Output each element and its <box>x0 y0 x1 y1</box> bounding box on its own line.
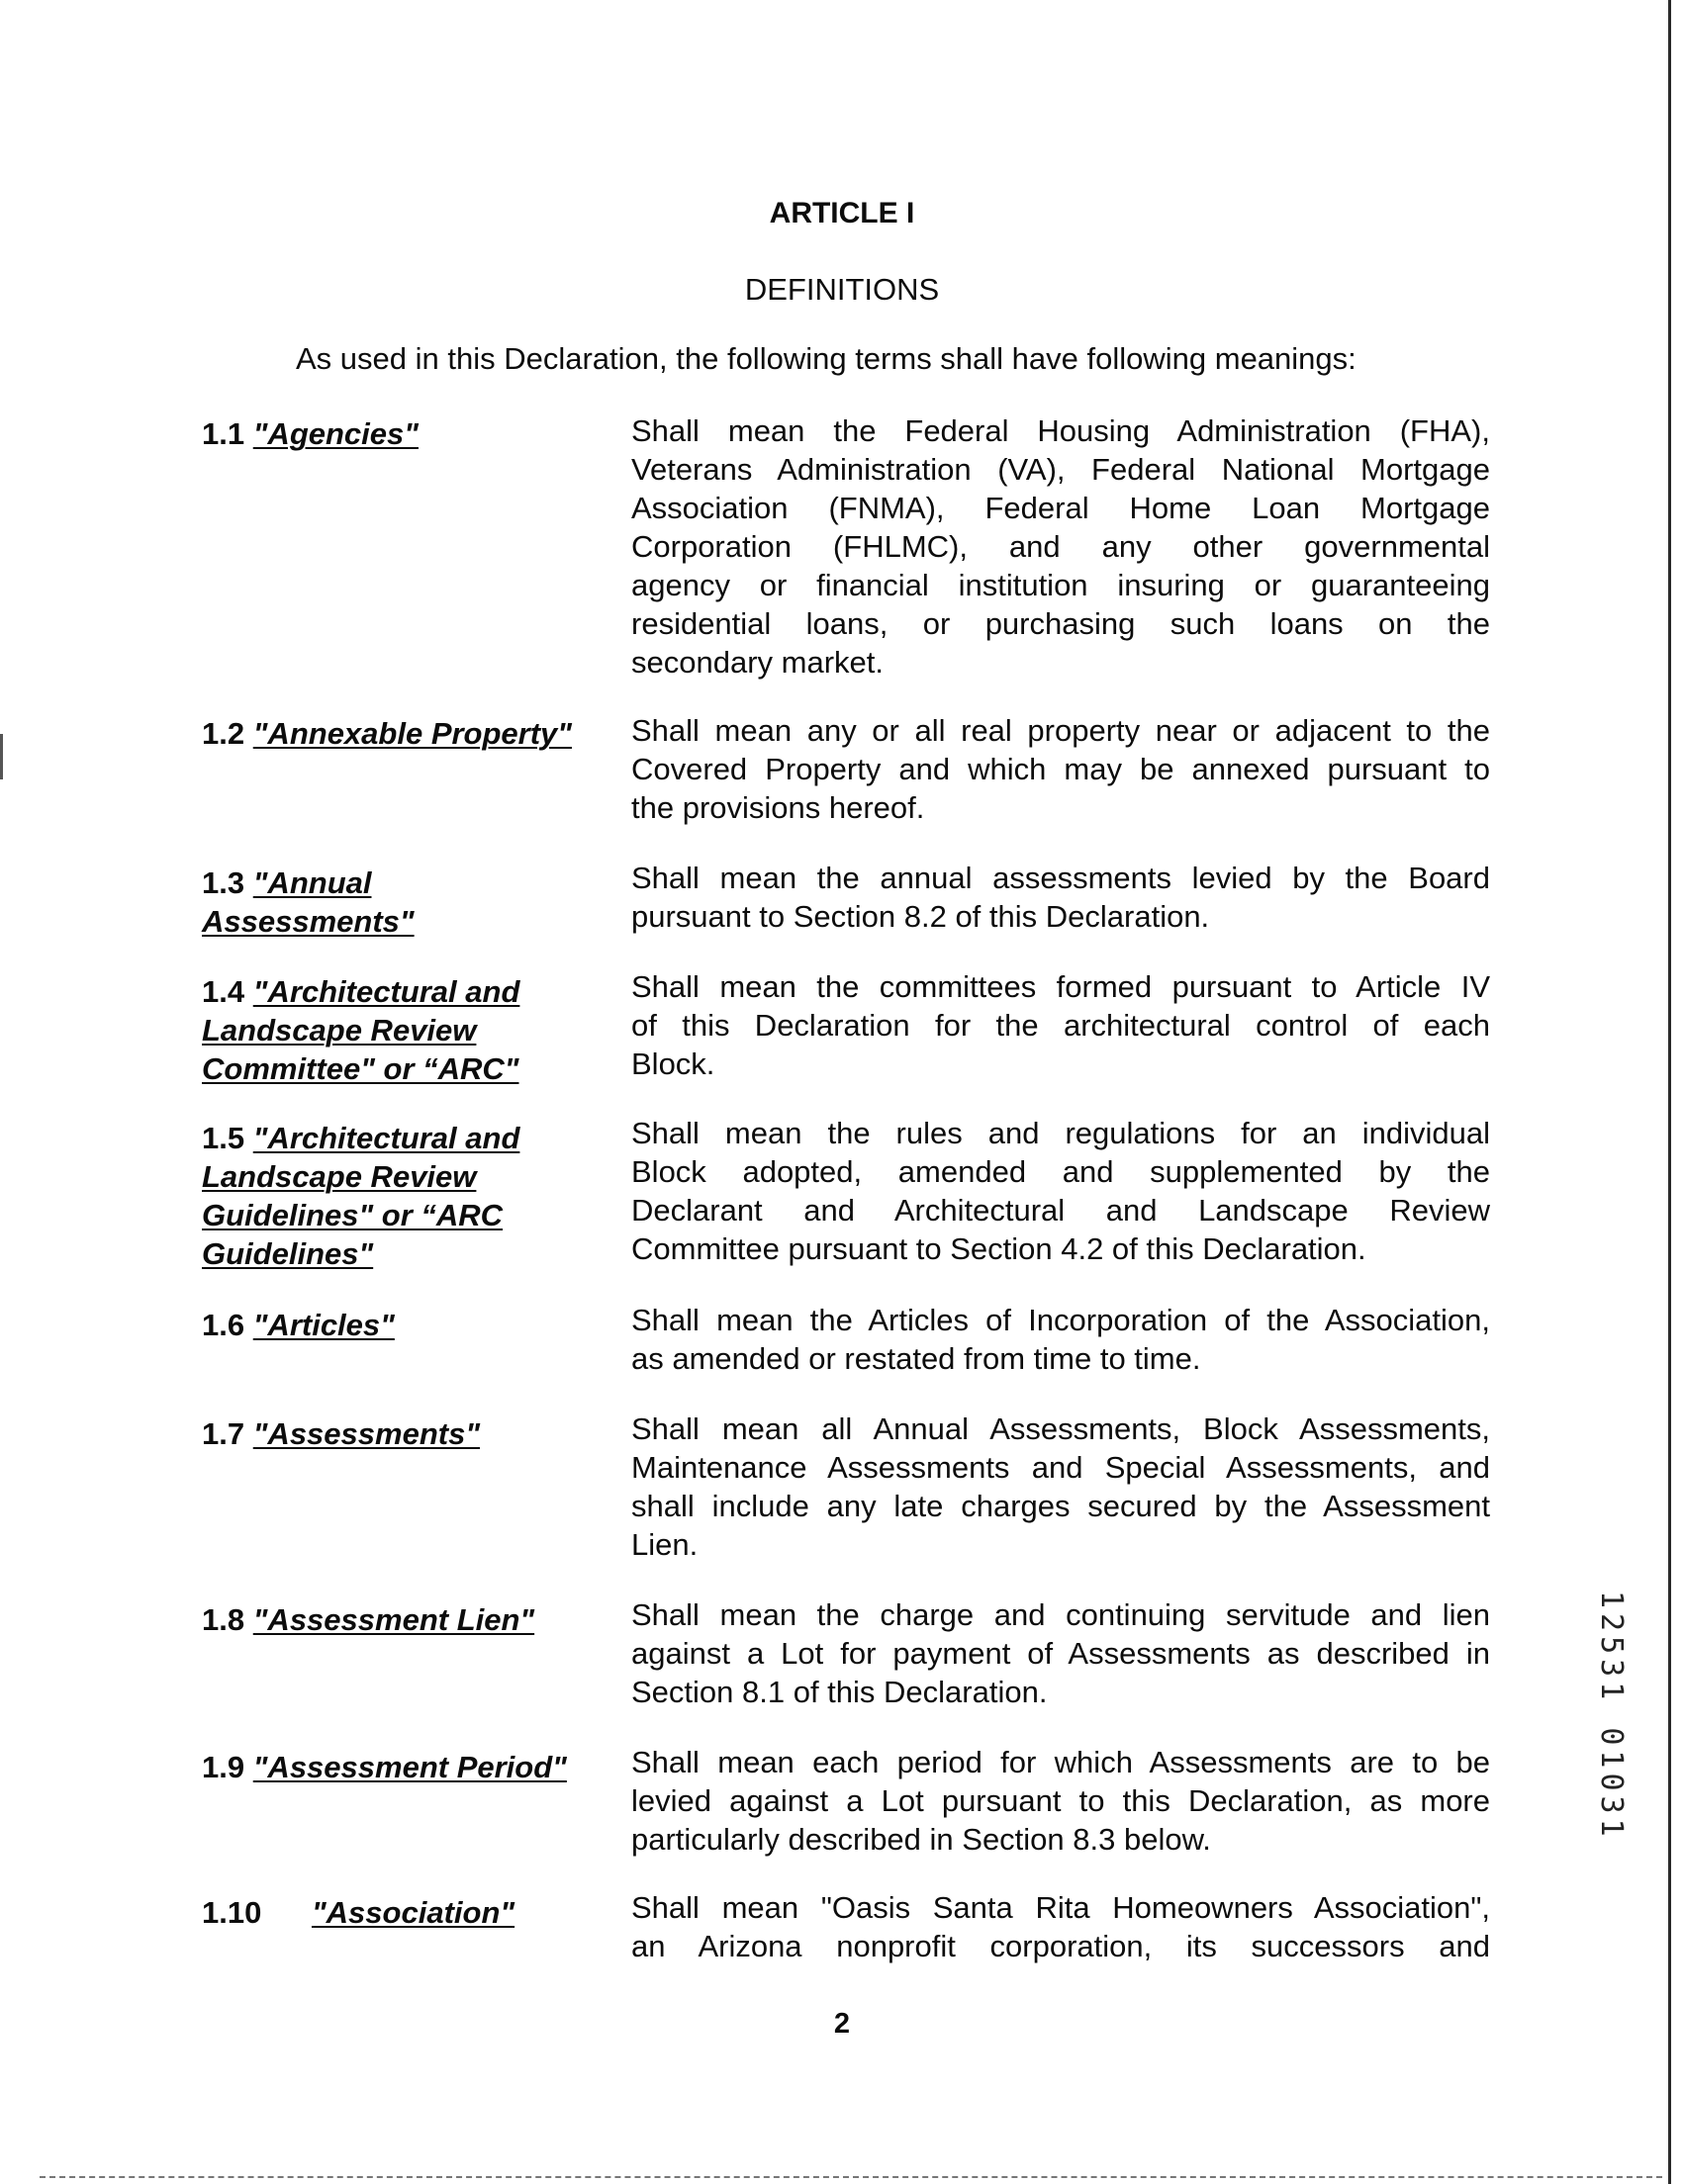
def-line: against a Lot for payment of Assessments as described in <box>631 1636 1490 1671</box>
term-name: "Agencies" <box>252 416 419 451</box>
scan-border <box>40 2176 1662 2178</box>
term-1-8 <box>202 1600 617 1639</box>
def-line: Section 8.1 of this Declaration. <box>631 1675 1048 1709</box>
term-number: 1.4 <box>202 974 245 1009</box>
def-line: pursuant to Section 8.2 of this Declaration. <box>631 899 1210 934</box>
def-line: Association (FNMA), Federal Home Loan Mortgage <box>631 491 1490 525</box>
term-name: Assessments" <box>202 904 415 939</box>
term-name: Guidelines" <box>202 1236 374 1271</box>
term-1-4 <box>202 972 617 1088</box>
def-line: Shall mean the Federal Housing Administration (FHA), <box>631 413 1490 448</box>
term-name: "Assessment Lien" <box>252 1602 535 1637</box>
definition-1-10 <box>631 1888 1490 1965</box>
def-line: particularly described in Section 8.3 below. <box>631 1822 1211 1857</box>
def-line: Shall mean the rules and regulations for an individual <box>631 1116 1490 1150</box>
term-number: 1.5 <box>202 1121 245 1155</box>
definition-1-1 <box>631 411 1490 682</box>
def-line: Shall mean the committees formed pursuant to Article IV <box>631 969 1490 1004</box>
term-1-5 <box>202 1119 617 1273</box>
def-line: the provisions hereof. <box>631 790 925 825</box>
term-number: 1.10 <box>202 1895 262 1930</box>
term-1-2 <box>202 714 617 753</box>
term-name: Landscape Review <box>202 1013 477 1047</box>
term-name: Guidelines" or “ARC <box>202 1198 504 1232</box>
term-name: "Annual <box>252 865 372 900</box>
page-number: 2 <box>833 2008 851 2040</box>
definition-1-6 <box>631 1301 1490 1378</box>
def-line: Maintenance Assessments and Special Assessments, and <box>631 1450 1490 1485</box>
def-line: of this Declaration for the architectural control of each <box>631 1008 1490 1043</box>
def-line: Declarant and Architectural and Landscape Review <box>631 1193 1490 1228</box>
def-line: Shall mean all Annual Assessments, Block Assessments, <box>631 1411 1490 1446</box>
scan-mark <box>0 734 3 779</box>
page-edge <box>1668 0 1671 2184</box>
definition-1-8 <box>631 1595 1490 1711</box>
term-1-3 <box>202 864 617 941</box>
def-line: secondary market. <box>631 645 884 680</box>
term-name: "Articles" <box>252 1308 395 1342</box>
definition-1-2 <box>631 711 1490 827</box>
def-line: an Arizona nonprofit corporation, its successors and <box>631 1929 1490 1963</box>
term-name: Landscape Review <box>202 1159 477 1194</box>
def-line: Shall mean the charge and continuing servitude and lien <box>631 1597 1490 1632</box>
term-number: 1.2 <box>202 716 245 751</box>
recording-stamp-text: 12531 01031 <box>1594 1591 1629 1842</box>
term-1-1 <box>202 414 617 453</box>
definition-1-4 <box>631 967 1490 1083</box>
def-line: Lien. <box>631 1527 699 1562</box>
article-title: ARTICLE I <box>769 197 915 229</box>
term-name: "Association" <box>311 1895 515 1930</box>
def-line: Shall mean the annual assessments levied by the Board <box>631 861 1490 895</box>
def-line: levied against a Lot pursuant to this Declaration, as more <box>631 1783 1490 1818</box>
def-line: Shall mean any or all real property near or adjacent to the <box>631 713 1490 748</box>
term-1-6 <box>202 1306 617 1344</box>
recording-stamp <box>1594 1591 1648 1867</box>
term-name: "Annexable Property" <box>252 716 572 751</box>
def-line: residential loans, or purchasing such loans on the <box>631 606 1490 641</box>
term-number: 1.8 <box>202 1602 245 1637</box>
def-line: Covered Property and which may be annexed pursuant to <box>631 752 1490 786</box>
section-title: DEFINITIONS <box>744 272 940 307</box>
def-line: Committee pursuant to Section 4.2 of this Declaration. <box>631 1231 1366 1266</box>
term-name: Committee" or “ARC" <box>202 1051 519 1086</box>
term-1-7 <box>202 1414 617 1453</box>
def-line: Block adopted, amended and supplemented by the <box>631 1154 1490 1189</box>
term-name: "Assessment Period" <box>252 1750 567 1784</box>
term-number: 1.6 <box>202 1308 245 1342</box>
def-line: Corporation (FHLMC), and any other governmental <box>631 529 1490 564</box>
term-number: 1.3 <box>202 865 245 900</box>
term-name: "Architectural and <box>252 1121 520 1155</box>
def-line: Block. <box>631 1046 715 1081</box>
def-line: Shall mean "Oasis Santa Rita Homeowners Association", <box>631 1890 1490 1925</box>
def-line: shall include any late charges secured by the Assessment <box>631 1489 1490 1523</box>
term-number: 1.1 <box>202 416 245 451</box>
intro-text: As used in this Declaration, the following terms shall have following meanings: <box>296 341 1357 376</box>
definition-1-5 <box>631 1114 1490 1268</box>
term-1-10 <box>202 1893 617 1932</box>
def-line: as amended or restated from time to time. <box>631 1341 1201 1376</box>
term-1-9 <box>202 1748 617 1786</box>
def-line: Shall mean the Articles of Incorporation of the Association, <box>631 1303 1490 1337</box>
def-line: Shall mean each period for which Assessments are to be <box>631 1745 1490 1779</box>
term-number: 1.7 <box>202 1416 245 1451</box>
term-name: "Architectural and <box>252 974 520 1009</box>
definition-1-9 <box>631 1743 1490 1859</box>
def-line: agency or financial institution insuring or guaranteeing <box>631 568 1490 602</box>
definition-1-3 <box>631 859 1490 936</box>
term-number: 1.9 <box>202 1750 245 1784</box>
def-line: Veterans Administration (VA), Federal National Mortgage <box>631 452 1490 487</box>
term-name: "Assessments" <box>252 1416 481 1451</box>
definition-1-7 <box>631 1410 1490 1564</box>
